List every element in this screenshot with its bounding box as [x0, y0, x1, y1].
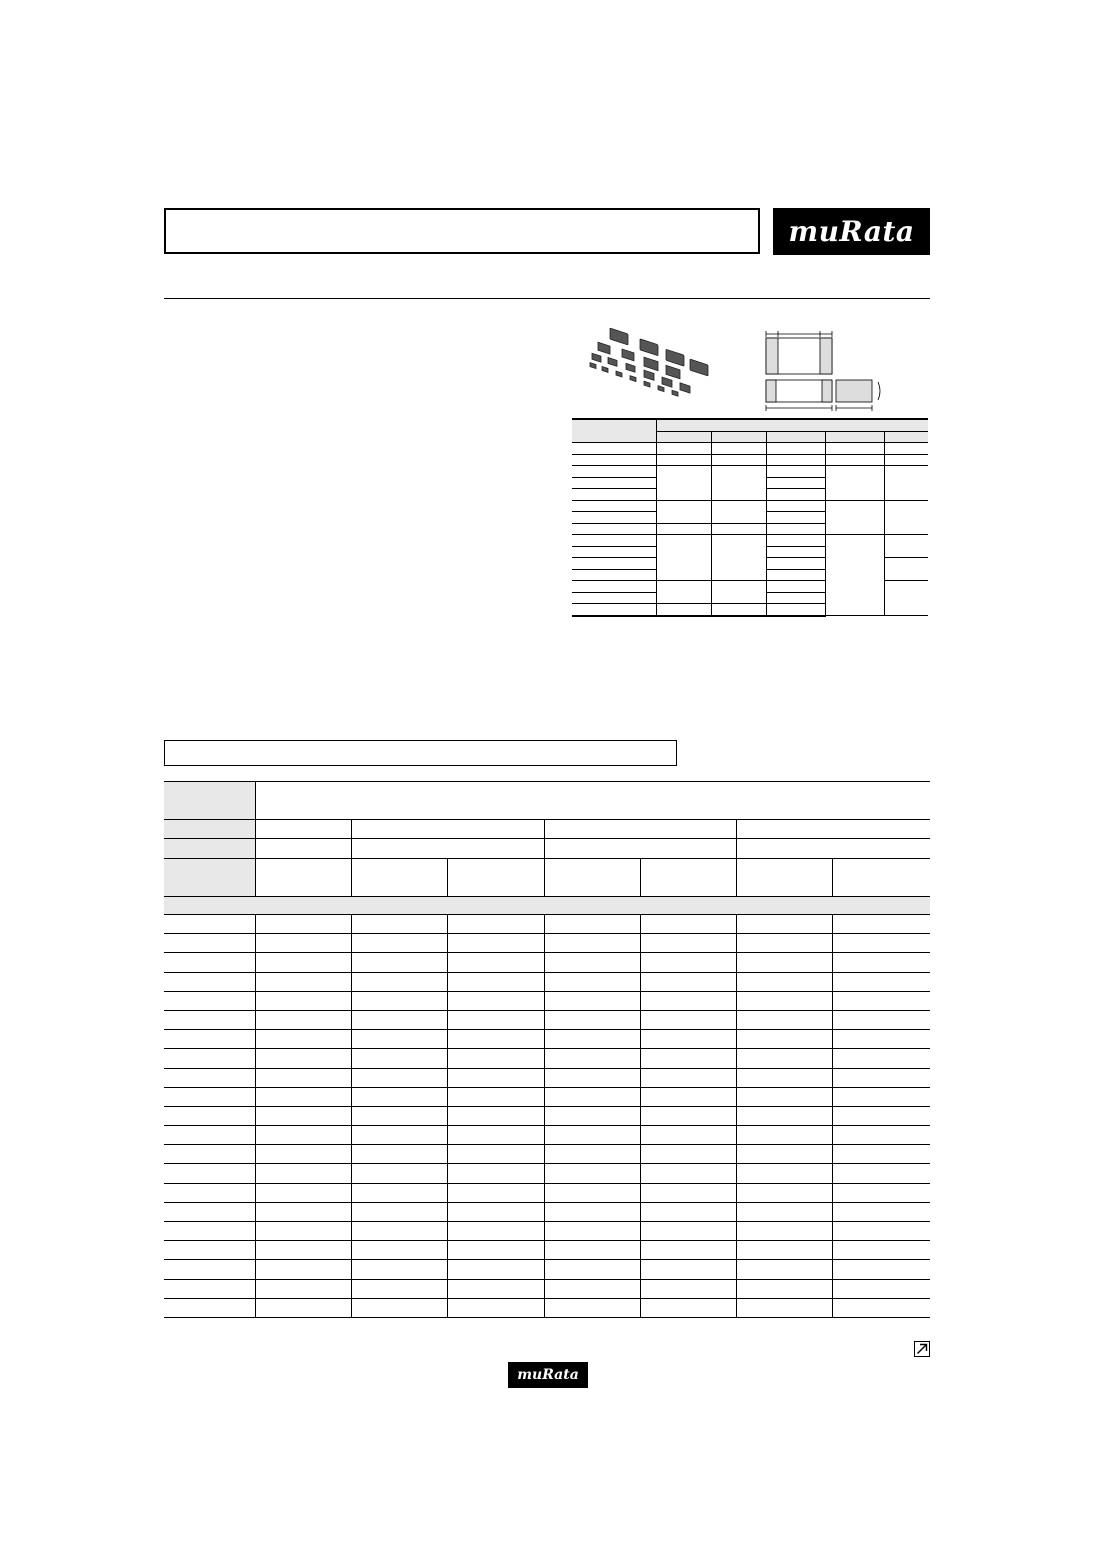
- table-row: [164, 1260, 930, 1279]
- table-row: [164, 1126, 930, 1145]
- murata-logo: muRata: [773, 208, 930, 255]
- table-row: [164, 1087, 930, 1106]
- table-row: [164, 1010, 930, 1029]
- chip-component-photo-icon: [582, 324, 730, 416]
- table-row: [164, 1049, 930, 1068]
- page-title-box: [164, 208, 760, 254]
- spec-header-row: [164, 782, 930, 820]
- spec-group-band: [164, 897, 930, 915]
- table-row: [164, 934, 930, 953]
- footer-murata-logo: muRata: [508, 1362, 588, 1388]
- table-row: [572, 500, 928, 512]
- dimension-table: [572, 418, 928, 617]
- table-row: [164, 1030, 930, 1049]
- table-row: [164, 1068, 930, 1087]
- header-divider: [164, 298, 930, 299]
- table-row: [572, 443, 928, 455]
- table-row: [164, 1145, 930, 1164]
- spec-header-row: [164, 839, 930, 859]
- table-row: [164, 1222, 930, 1241]
- arrow-up-right-icon[interactable]: [914, 1341, 930, 1357]
- table-row: [164, 1183, 930, 1202]
- table-row: [164, 991, 930, 1010]
- table-row: [164, 972, 930, 991]
- table-row: [572, 454, 928, 466]
- table-row: [164, 915, 930, 934]
- spec-header-row: [164, 859, 930, 897]
- table-row: [164, 1164, 930, 1183]
- table-row: [164, 1106, 930, 1125]
- table-row: [164, 1241, 930, 1260]
- section-label-box: [164, 740, 677, 766]
- table-row: [164, 1202, 930, 1221]
- table-row: [164, 1279, 930, 1298]
- table-row: [164, 1298, 930, 1317]
- table-row: [164, 953, 930, 972]
- spec-table: [164, 781, 930, 1318]
- dimension-table-header: [572, 419, 928, 431]
- table-row: [572, 466, 928, 478]
- table-row: [572, 535, 928, 547]
- spec-header-row: [164, 820, 930, 839]
- chip-outline-drawing-icon: [760, 326, 890, 416]
